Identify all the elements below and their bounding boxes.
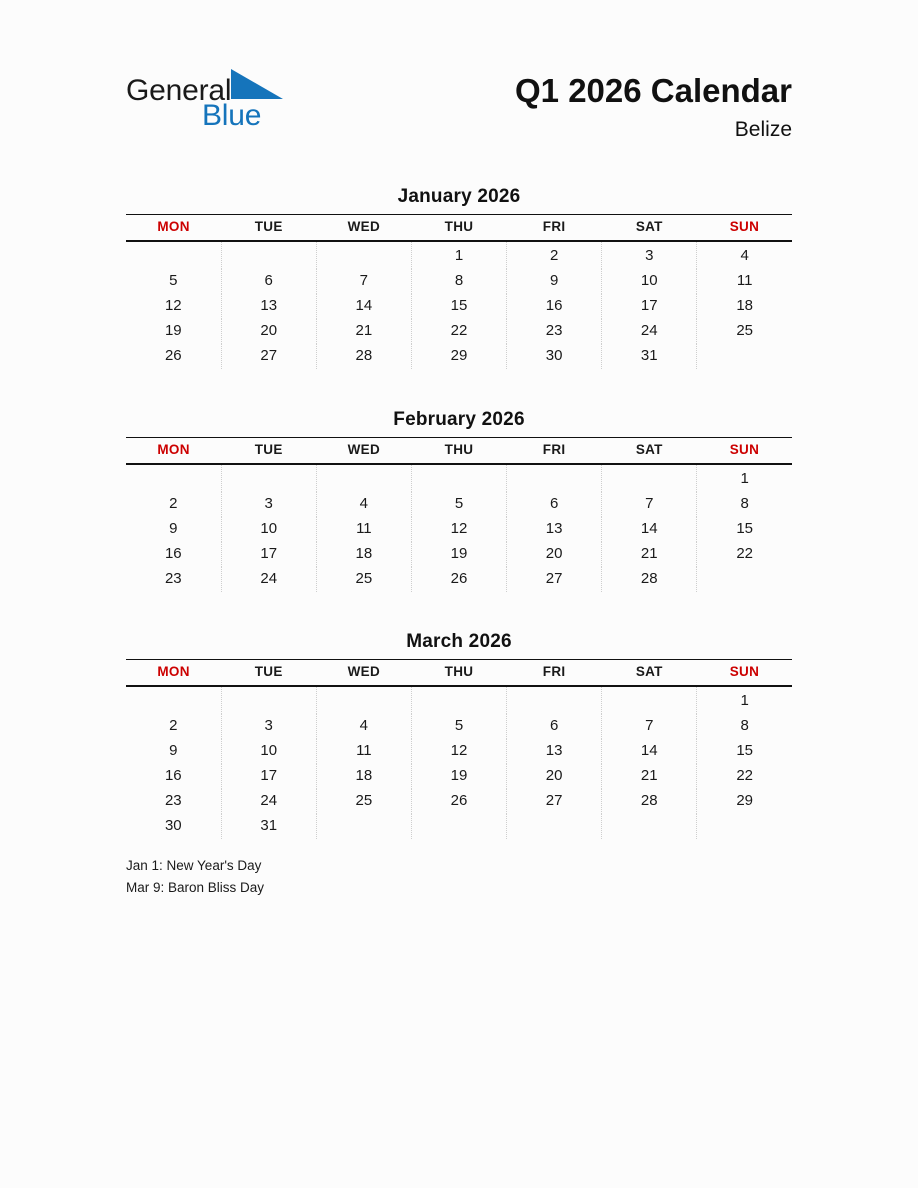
- weekday-header-thu: THU: [411, 215, 506, 242]
- day-cell-weekend[interactable]: 2: [126, 492, 221, 517]
- day-cell[interactable]: 26: [411, 567, 506, 592]
- day-cell-empty: [602, 814, 697, 839]
- day-cell-empty: [507, 464, 602, 492]
- weekday-header-sat: SAT: [602, 438, 697, 465]
- day-cell-holiday[interactable]: 9: [126, 739, 221, 764]
- table-head-row: [126, 438, 792, 465]
- day-cell-weekend[interactable]: 16: [126, 764, 221, 789]
- month-body: [126, 686, 792, 839]
- day-cell-empty: [126, 241, 221, 269]
- day-cell[interactable]: 24: [221, 567, 316, 592]
- day-cell-empty: [221, 686, 316, 714]
- day-cell[interactable]: 21: [316, 319, 411, 344]
- day-cell-empty: [602, 686, 697, 714]
- day-cell[interactable]: 3: [602, 241, 697, 269]
- day-cell[interactable]: 16: [507, 294, 602, 319]
- week-row: [126, 294, 792, 319]
- day-cell-weekend[interactable]: 5: [126, 269, 221, 294]
- day-cell[interactable]: 4: [316, 714, 411, 739]
- day-cell[interactable]: 12: [411, 739, 506, 764]
- day-cell[interactable]: 24: [602, 319, 697, 344]
- day-cell[interactable]: 13: [507, 739, 602, 764]
- month-title: February 2026: [393, 409, 525, 430]
- day-cell-empty: [697, 567, 792, 592]
- week-row: [126, 492, 792, 517]
- week-row: [126, 764, 792, 789]
- weekday-header-row: [126, 438, 792, 465]
- day-cell[interactable]: 29: [411, 344, 506, 369]
- day-cell[interactable]: 21: [602, 542, 697, 567]
- week-row: [126, 517, 792, 542]
- week-row: [126, 714, 792, 739]
- day-cell-holiday[interactable]: 1: [411, 241, 506, 269]
- weekday-header-sun: SUN: [697, 660, 792, 687]
- month-title: January 2026: [397, 186, 521, 207]
- day-cell-weekend[interactable]: 18: [736, 297, 754, 314]
- week-row: [126, 241, 792, 269]
- day-cell[interactable]: 17: [221, 764, 316, 789]
- day-cell[interactable]: 14: [602, 517, 697, 542]
- day-cell[interactable]: 20: [221, 319, 316, 344]
- day-cell[interactable]: 8: [411, 269, 506, 294]
- day-cell[interactable]: 17: [221, 542, 316, 567]
- weekday-header-wed: WED: [316, 215, 411, 242]
- day-cell[interactable]: 27: [507, 789, 602, 814]
- day-cell[interactable]: 20: [507, 764, 602, 789]
- holiday-note: Jan 1: New Year's Day: [126, 858, 262, 873]
- week-row: [126, 542, 792, 567]
- day-cell[interactable]: 27: [221, 344, 316, 369]
- day-cell[interactable]: 9: [507, 269, 602, 294]
- week-row: [126, 269, 792, 294]
- day-cell[interactable]: 27: [507, 567, 602, 592]
- month-body: [126, 241, 792, 369]
- day-cell-weekend[interactable]: 22: [736, 767, 754, 784]
- day-cell-weekend[interactable]: 8: [740, 495, 749, 512]
- day-cell[interactable]: 12: [411, 517, 506, 542]
- weekday-header-tue: TUE: [221, 438, 316, 465]
- day-cell[interactable]: 28: [602, 789, 697, 814]
- title-block: [515, 72, 792, 142]
- day-cell[interactable]: 13: [221, 294, 316, 319]
- month-body: [126, 464, 792, 592]
- table-head-row: [126, 215, 792, 242]
- weekday-header-sat: SAT: [602, 660, 697, 687]
- day-cell[interactable]: 21: [602, 764, 697, 789]
- day-cell[interactable]: 31: [221, 814, 316, 839]
- weekday-header-sat: SAT: [602, 215, 697, 242]
- page-title: Q1 2026 Calendar: [515, 72, 792, 109]
- day-cell-empty: [126, 464, 221, 492]
- day-cell-empty: [221, 241, 316, 269]
- day-cell[interactable]: 25: [316, 567, 411, 592]
- logo-word-general: General: [126, 74, 232, 107]
- day-cell[interactable]: 2: [507, 241, 602, 269]
- day-cell[interactable]: 5: [411, 714, 506, 739]
- day-cell[interactable]: 11: [316, 517, 411, 542]
- month-grid: [126, 437, 792, 592]
- logo-word-blue: Blue: [202, 99, 262, 132]
- day-cell-weekend[interactable]: 26: [126, 344, 221, 369]
- weekday-header-sun: SUN: [697, 215, 792, 242]
- month-block-february: [126, 409, 792, 592]
- weekday-header-thu: THU: [411, 660, 506, 687]
- day-cell[interactable]: 14: [316, 294, 411, 319]
- day-cell[interactable]: 18: [316, 542, 411, 567]
- table-head-row: [126, 660, 792, 687]
- day-cell[interactable]: 6: [507, 714, 602, 739]
- day-cell-empty: [411, 464, 506, 492]
- week-row: [126, 567, 792, 592]
- day-cell[interactable]: 19: [411, 542, 506, 567]
- weekday-header-fri: FRI: [507, 438, 602, 465]
- day-cell-empty: [316, 241, 411, 269]
- weekday-header-fri: FRI: [507, 215, 602, 242]
- day-cell[interactable]: 28: [602, 567, 697, 592]
- week-row: [126, 739, 792, 764]
- day-cell[interactable]: 6: [507, 492, 602, 517]
- week-row: [126, 814, 792, 839]
- day-cell-empty: [602, 464, 697, 492]
- weekday-header-sun: SUN: [697, 438, 792, 465]
- day-cell[interactable]: 22: [411, 319, 506, 344]
- day-cell-empty: [221, 464, 316, 492]
- weekday-header-wed: WED: [316, 438, 411, 465]
- weekday-header-mon: MON: [126, 438, 221, 465]
- day-cell[interactable]: 31: [602, 344, 697, 369]
- day-cell[interactable]: 26: [411, 789, 506, 814]
- day-cell[interactable]: 7: [602, 492, 697, 517]
- week-row: [126, 464, 792, 492]
- day-cell-weekend[interactable]: 1: [740, 692, 749, 709]
- day-cell[interactable]: 14: [602, 739, 697, 764]
- page-header: [126, 72, 792, 162]
- day-cell[interactable]: 3: [221, 714, 316, 739]
- holiday-legend: [126, 855, 686, 899]
- day-cell[interactable]: 13: [507, 517, 602, 542]
- day-cell-empty: [316, 686, 411, 714]
- weekday-header-fri: FRI: [507, 660, 602, 687]
- day-cell-weekend[interactable]: 15: [736, 520, 754, 537]
- day-cell[interactable]: 7: [602, 714, 697, 739]
- day-cell-weekend[interactable]: 23: [126, 789, 221, 814]
- month-title: March 2026: [406, 631, 512, 652]
- day-cell[interactable]: 19: [411, 764, 506, 789]
- month-grid: [126, 659, 792, 839]
- day-cell-weekend[interactable]: 9: [126, 517, 221, 542]
- day-cell[interactable]: 10: [221, 517, 316, 542]
- day-cell-empty: [411, 814, 506, 839]
- day-cell-weekend[interactable]: 23: [126, 567, 221, 592]
- day-cell-weekend[interactable]: 16: [126, 542, 221, 567]
- day-cell[interactable]: 30: [507, 344, 602, 369]
- day-cell-weekend[interactable]: 30: [126, 814, 221, 839]
- weekday-header-mon: MON: [126, 215, 221, 242]
- day-cell[interactable]: 25: [316, 789, 411, 814]
- day-cell[interactable]: 23: [507, 319, 602, 344]
- day-cell-empty: [697, 814, 792, 839]
- day-cell[interactable]: 20: [507, 542, 602, 567]
- weekday-header-mon: MON: [126, 660, 221, 687]
- weekday-header-wed: WED: [316, 660, 411, 687]
- day-cell[interactable]: 10: [221, 739, 316, 764]
- day-cell[interactable]: 11: [316, 739, 411, 764]
- day-cell[interactable]: 7: [316, 269, 411, 294]
- day-cell-empty: [507, 814, 602, 839]
- week-row: [126, 319, 792, 344]
- day-cell-weekend[interactable]: 1: [740, 470, 749, 487]
- page-subtitle-country: Belize: [734, 118, 792, 141]
- day-cell[interactable]: 4: [316, 492, 411, 517]
- day-cell[interactable]: 18: [316, 764, 411, 789]
- day-cell-weekend[interactable]: 11: [736, 272, 753, 289]
- holiday-note: Mar 9: Baron Bliss Day: [126, 880, 265, 895]
- day-cell-weekend[interactable]: 29: [736, 792, 754, 809]
- month-block-january: [126, 186, 792, 369]
- day-cell-weekend[interactable]: 19: [126, 319, 221, 344]
- day-cell-empty: [411, 686, 506, 714]
- day-cell-empty: [697, 344, 792, 369]
- day-cell[interactable]: 6: [221, 269, 316, 294]
- day-cell-weekend[interactable]: 12: [126, 294, 221, 319]
- day-cell-empty: [316, 464, 411, 492]
- month-block-march: [126, 631, 792, 839]
- week-row: [126, 686, 792, 714]
- day-cell-weekend[interactable]: 8: [740, 717, 749, 734]
- day-cell[interactable]: 3: [221, 492, 316, 517]
- day-cell-weekend[interactable]: 15: [736, 742, 754, 759]
- month-grid: [126, 214, 792, 369]
- day-cell-weekend[interactable]: 4: [740, 247, 749, 264]
- day-cell-empty: [126, 686, 221, 714]
- day-cell-weekend[interactable]: 22: [736, 545, 754, 562]
- day-cell[interactable]: 5: [411, 492, 506, 517]
- day-cell[interactable]: 17: [602, 294, 697, 319]
- day-cell[interactable]: 10: [602, 269, 697, 294]
- day-cell[interactable]: 15: [411, 294, 506, 319]
- day-cell[interactable]: 28: [316, 344, 411, 369]
- day-cell-empty: [316, 814, 411, 839]
- weekday-header-row: [126, 215, 792, 242]
- weekday-header-row: [126, 660, 792, 687]
- day-cell-weekend[interactable]: 2: [126, 714, 221, 739]
- day-cell-empty: [507, 686, 602, 714]
- weekday-header-tue: TUE: [221, 215, 316, 242]
- weekday-header-tue: TUE: [221, 660, 316, 687]
- day-cell-weekend[interactable]: 25: [736, 322, 754, 339]
- week-row: [126, 789, 792, 814]
- general-blue-logo: [126, 72, 426, 134]
- week-row: [126, 344, 792, 369]
- day-cell[interactable]: 24: [221, 789, 316, 814]
- weekday-header-thu: THU: [411, 438, 506, 465]
